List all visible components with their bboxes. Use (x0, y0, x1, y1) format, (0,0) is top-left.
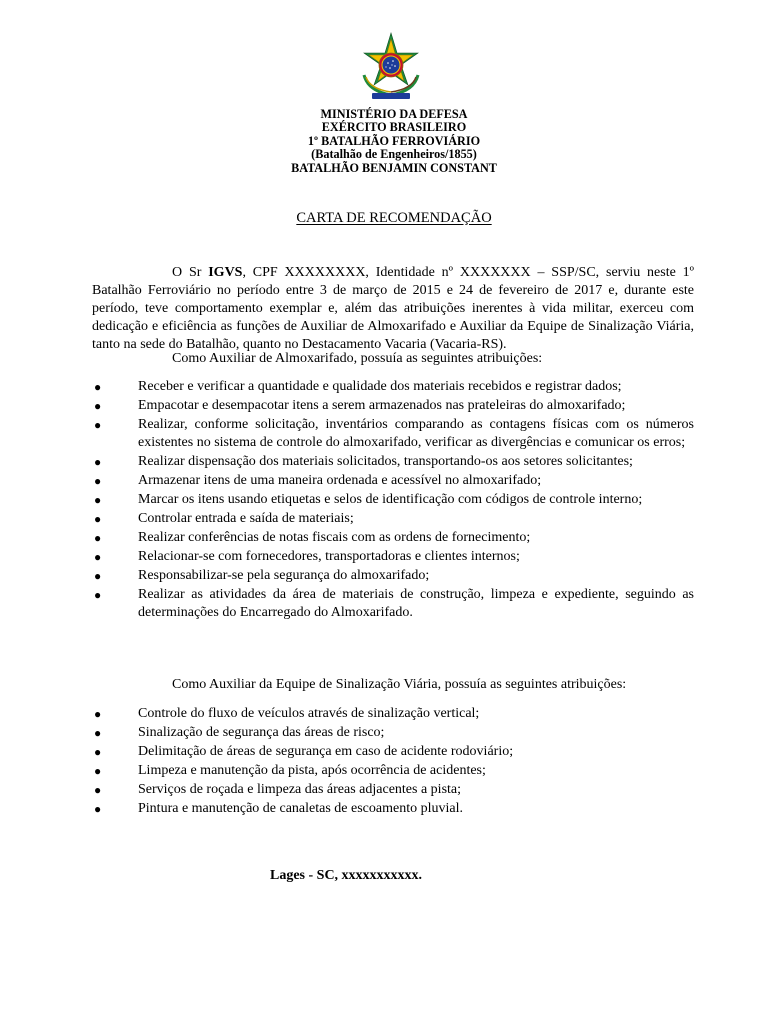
list-item: ● Armazenar itens de uma maneira ordenada e acessível no almoxarifado; (94, 473, 542, 488)
list-item: ● Realizar as atividades da área de materiais de construção, limpeza e expediente, seguindo as determinações do Encarregado do Almoxarifado. (94, 587, 694, 620)
header-line-ministry: MINISTÉRIO DA DEFESA (320, 107, 468, 121)
list-item: ● Marcar os itens usando etiquetas e selos de identificação com códigos de controle interno; (94, 492, 643, 507)
header-line-engineers: (Batalhão de Engenheiros/1855) (311, 147, 477, 162)
section2-list (92, 705, 694, 819)
header-line-benjamin: BATALHÃO BENJAMIN CONSTANT (291, 160, 497, 175)
bullet-icon: ● (94, 783, 102, 797)
institution-header (0, 108, 768, 175)
bullet-icon: ● (94, 588, 102, 602)
section2-lead: Como Auxiliar da Equipe de Sinalização Viária, possuía as seguintes atribuições: (172, 677, 627, 692)
list-item: ● Controlar entrada e saída de materiais; (94, 511, 354, 526)
intro-rest: , CPF XXXXXXXX, Identidade nº XXXXXXX – SSP/SC, serviu neste 1º Batalhão Ferroviário no período entre 3 de março de 2015 e 24 de fevereiro de 2017 e, durante este período, teve comportamento exemplar e, além das atribuições inerentes à vida militar, exerceu com dedicação e eficiência as funções de Auxiliar de Almoxarifado e Auxiliar da Equipe de Sinalização Viária, tanto na sede do Batalhão, quanto no Destacamento Vacaria (Vacaria-RS). (92, 265, 694, 352)
bullet-icon: ● (94, 764, 102, 778)
list-item: ● Relacionar-se com fornecedores, transportadoras e clientes internos; (94, 549, 520, 564)
header-line-battalion: 1º BATALHÃO FERROVIÁRIO (307, 133, 481, 148)
list-item: ● Realizar, conforme solicitação, inventários comparando as contagens físicas com os números existentes no sistema de controle do almoxarifado, verificar as divergências e comunicar os erros; (94, 417, 694, 450)
bullet-icon: ● (94, 399, 102, 413)
list-item: ● Pintura e manutenção de canaletas de escoamento pluvial. (94, 801, 463, 816)
brazil-coat-of-arms-icon (358, 31, 424, 103)
list-item: ● Responsabilizar-se pela segurança do almoxarifado; (94, 568, 430, 583)
list-item: ● Controle do fluxo de veículos através de sinalização vertical; (94, 706, 480, 721)
bullet-icon: ● (94, 474, 102, 488)
person-name: IGVS (208, 265, 243, 280)
bullet-icon: ● (94, 745, 102, 759)
list-item: ● Sinalização de segurança das áreas de risco; (94, 725, 385, 740)
list-item: ● Realizar conferências de notas fiscais com as ordens de fornecimento; (94, 530, 531, 545)
bullet-icon: ● (94, 707, 102, 721)
list-item: ● Serviços de roçada e limpeza das áreas adjacentes a pista; (94, 782, 462, 797)
bullet-icon: ● (94, 455, 102, 469)
list-item: ● Delimitação de áreas de segurança em caso de acidente rodoviário; (94, 744, 514, 759)
bullet-icon: ● (94, 569, 102, 583)
bullet-icon: ● (94, 550, 102, 564)
bullet-icon: ● (94, 380, 102, 394)
bullet-icon: ● (94, 418, 102, 432)
header-line-army: EXÉRCITO BRASILEIRO (321, 120, 467, 135)
bullet-icon: ● (94, 531, 102, 545)
bullet-icon: ● (94, 512, 102, 526)
bullet-icon: ● (94, 493, 102, 507)
list-item: ● Empacotar e desempacotar itens a serem armazenados nas prateleiras do almoxarifado; (94, 398, 626, 413)
section1-list (92, 378, 694, 623)
place-date-line: Lages - SC, xxxxxxxxxxx. (270, 868, 423, 883)
intro-paragraph (92, 264, 694, 354)
intro-prefix: O Sr (172, 265, 209, 280)
bullet-icon: ● (94, 726, 102, 740)
document-title: CARTA DE RECOMENDAÇÃO (296, 210, 492, 226)
list-item: ● Limpeza e manutenção da pista, após ocorrência de acidentes; (94, 763, 486, 778)
list-item: ● Realizar dispensação dos materiais solicitados, transportando-os aos setores solicitantes; (94, 454, 633, 469)
bullet-icon: ● (94, 802, 102, 816)
list-item: ● Receber e verificar a quantidade e qualidade dos materiais recebidos e registrar dados; (94, 379, 622, 394)
section1-lead: Como Auxiliar de Almoxarifado, possuía as seguintes atribuições: (172, 351, 543, 366)
